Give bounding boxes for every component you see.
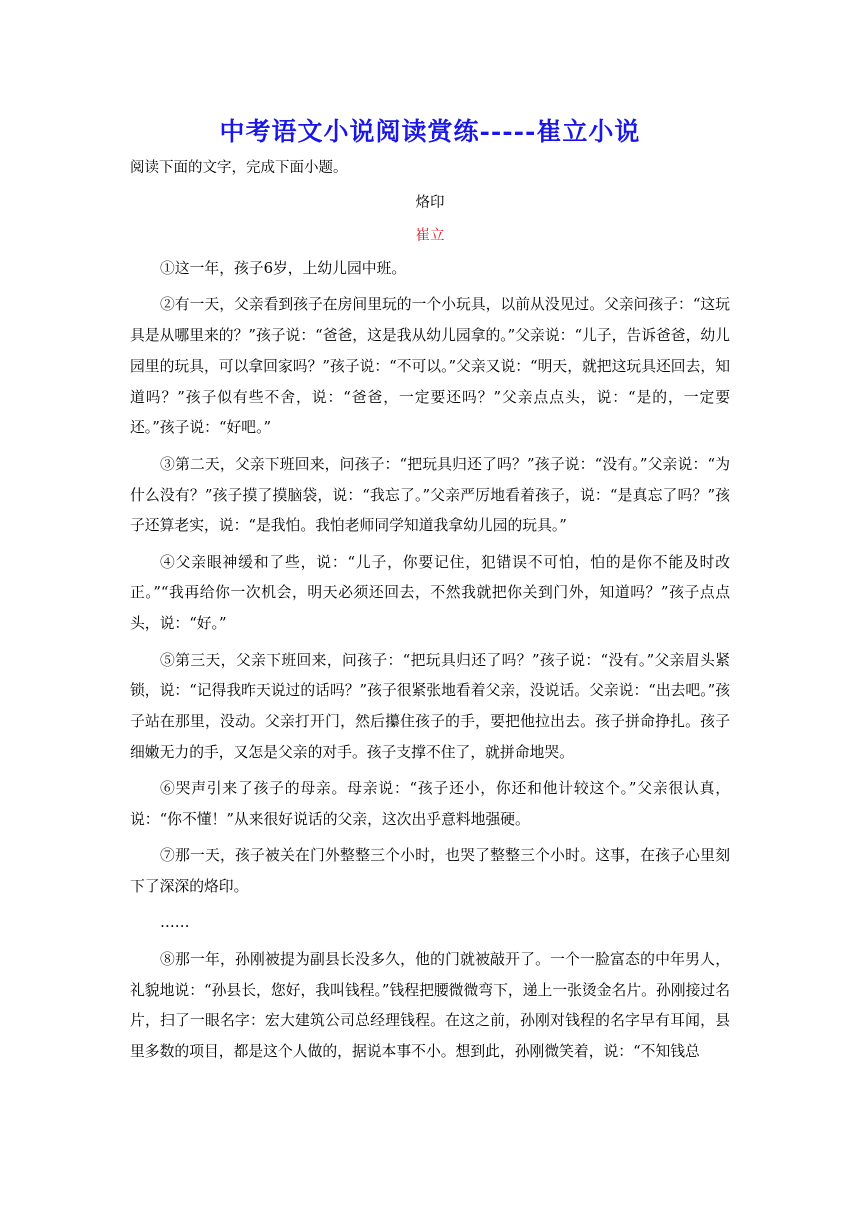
paragraph-8: ⑧那一年，孙刚被提为副县长没多久，他的门就被敲开了。一个一脸富态的中年男人，礼貌地说：“孙县长，您好，我叫钱程。”钱程把腰微微弯下，递上一张烫金名片。孙刚接过名片，扫了一眼名字：宏大建筑公司总经理钱程。在这之前，孙刚对钱程的名字早有耳闻，县里多数的项目，都是这个人做的，据说本事不小。想到此，孙刚微笑着，说：“不知钱总 [130, 950, 730, 1061]
paragraph-6: ⑥哭声引来了孩子的母亲。母亲说：“孩子还小，你还和他计较这个。”父亲很认真，说：“你不懂！”从来很好说话的父亲，这次出乎意料地强硬。 [130, 780, 730, 829]
instruction-text: 阅读下面的文字，完成下面小题。 [130, 160, 348, 176]
paragraph-4: ④父亲眼神缓和了些，说：“儿子，你要记住，犯错误不可怕，怕的是你不能及时改正。”“我再给你一次机会，明天必须还回去，不然我就把你关到门外，知道吗？”孩子点点头，说：“好。” [130, 553, 730, 633]
paragraph-3: ③第二天，父亲下班回来，问孩子：“把玩具归还了吗？”孩子说：“没有。”父亲说：“为什么没有？”孩子摸了摸脑袋，说：“我忘了。”父亲严厉地看着孩子，说：“是真忘了吗？”孩子还算老实，说：“是我怕。我怕老师同学知道我拿幼儿园的玩具。” [130, 455, 730, 535]
story-title: 烙印 [415, 195, 445, 211]
story-body [130, 254, 730, 1068]
ellipsis-line: …… [160, 914, 190, 932]
story-author: 崔立 [415, 228, 445, 244]
paragraph-2: ②有一天，父亲看到孩子在房间里玩的一个小玩具，以前从没见过。父亲问孩子：“这玩具是从哪里来的？”孩子说：“爸爸，这是我从幼儿园拿的。”父亲说：“儿子，告诉爸爸，幼儿园里的玩具，可以拿回家吗？”孩子说：“不可以。”父亲又说：“明天，就把这玩具还回去，知道吗？”孩子似有些不舍，说：“爸爸，一定要还吗？”父亲点点头，说：“是的，一定要还。”孩子说：“好吧。” [130, 296, 730, 437]
paragraph-5: ⑤第三天，父亲下班回来，问孩子：“把玩具归还了吗？”孩子说：“没有。”父亲眉头紧锁，说：“记得我昨天说过的话吗？”孩子很紧张地看着父亲，没说话。父亲说：“出去吧。”孩子站在那里，没动。父亲打开门，然后攥住孩子的手，要把他拉出去。孩子拼命挣扎。孩子细嫩无力的手，又怎是父亲的对手。孩子支撑不住了，就拼命地哭。 [130, 651, 730, 761]
document-title: 中考语文小说阅读赏练-----崔立小说 [219, 117, 641, 146]
paragraph-1: ①这一年，孩子6岁，上幼儿园中班。 [160, 260, 407, 277]
paragraph-7: ⑦那一天，孩子被关在门外整整三个小时，也哭了整整三个小时。这事，在孩子心里刻下了深深的烙印。 [130, 847, 730, 896]
